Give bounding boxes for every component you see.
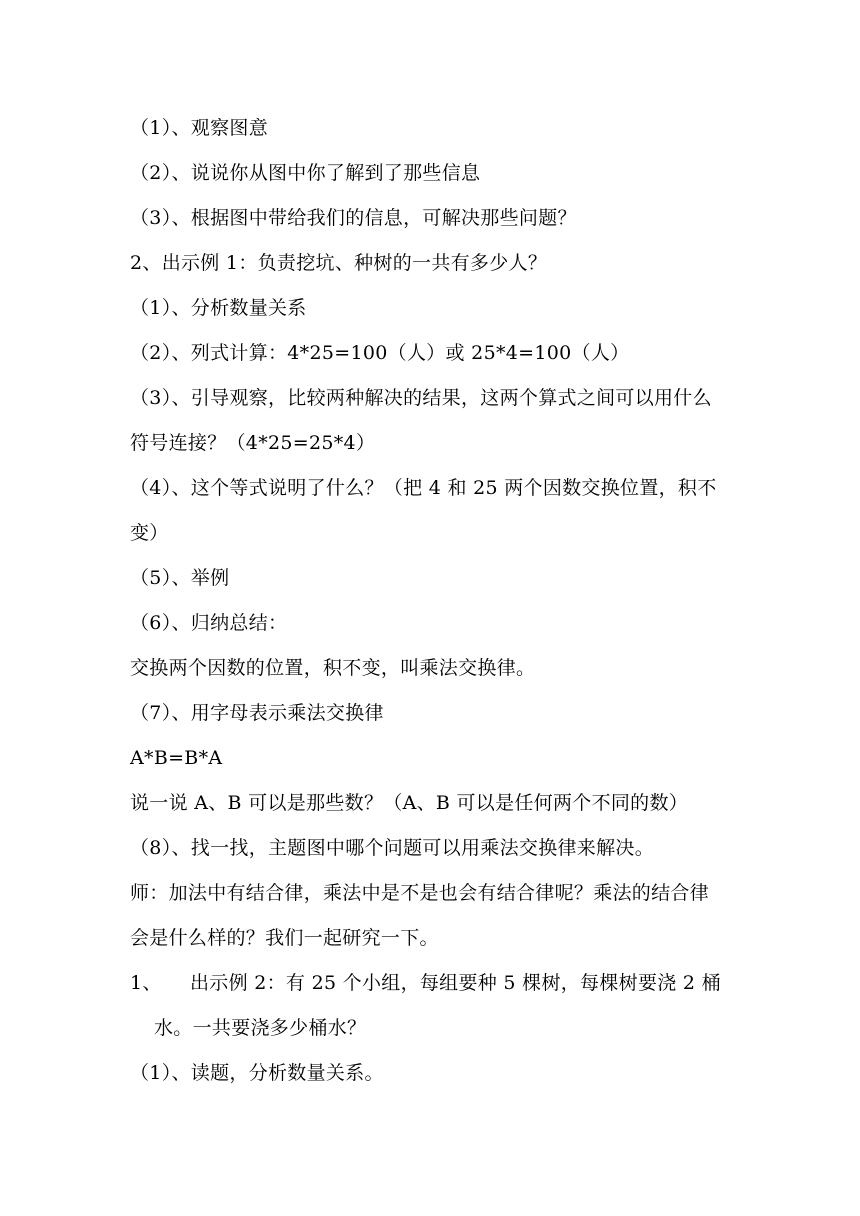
text-line: （1）、读题，分析数量关系。 — [130, 1062, 384, 1084]
item-text: 出示例 2：有 25 个小组，每组要种 5 棵树，每棵树要浇 2 桶 — [190, 972, 721, 994]
text-line: 符号连接？（4*25=25*4） — [130, 432, 376, 454]
numbered-item-1 — [130, 971, 740, 995]
text-line: 交换两个因数的位置，积不变，叫乘法交换律。 — [130, 657, 536, 679]
text-line: A*B=B*A — [130, 747, 223, 769]
text-line: （8）、找一找，主题图中哪个问题可以用乘法交换律来解决。 — [130, 837, 654, 859]
item-continuation: 水。一共要浇多少桶水？ — [154, 1017, 367, 1039]
text-line: （2）、说说你从图中你了解到了那些信息 — [130, 162, 481, 184]
text-line: （6）、归纳总结： — [130, 612, 288, 634]
text-line: 2、出示例 1：负责挖坑、种树的一共有多少人？ — [130, 252, 548, 274]
text-line: 说一说 A、B 可以是那些数？（A、B 可以是任何两个不同的数） — [130, 792, 689, 814]
text-line: 变） — [130, 522, 169, 544]
text-line: 师：加法中有结合律，乘法中是不是也会有结合律呢？乘法的结合律 — [130, 882, 710, 904]
text-line: （3）、根据图中带给我们的信息，可解决那些问题？ — [130, 207, 577, 229]
text-line: （4）、这个等式说明了什么？（把 4 和 25 两个因数交换位置，积不 — [130, 477, 717, 499]
item-number: 1、 — [130, 972, 162, 994]
text-line: （1）、分析数量关系 — [130, 297, 307, 319]
text-line: （3）、引导观察，比较两种解决的结果，这两个算式之间可以用什么 — [130, 387, 712, 409]
text-line: （5）、举例 — [130, 567, 230, 589]
text-line: （1）、观察图意 — [130, 117, 268, 139]
text-line: （2）、列式计算：4*25=100（人）或 25*4=100（人） — [130, 342, 630, 364]
text-line: 会是什么样的？我们一起研究一下。 — [130, 927, 439, 949]
text-line: （7）、用字母表示乘法交换律 — [130, 702, 384, 724]
